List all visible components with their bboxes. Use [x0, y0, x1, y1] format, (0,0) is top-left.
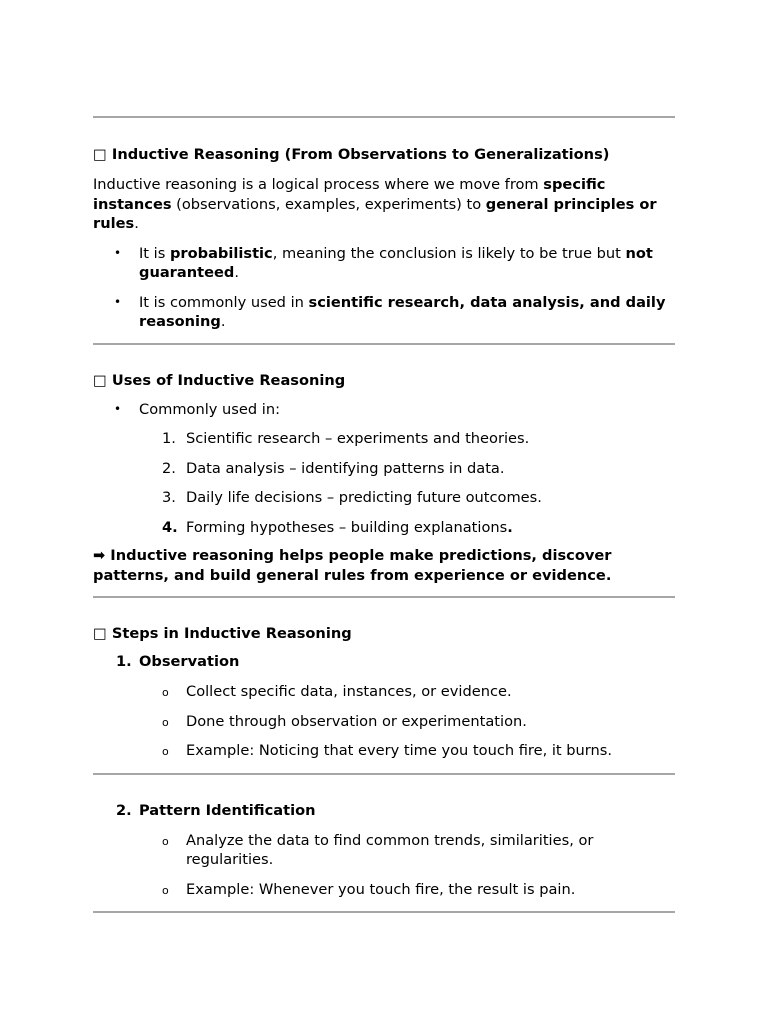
section-heading-uses: [93, 371, 675, 391]
intro-bold-text: general principles or rules: [93, 195, 657, 232]
step-title: Pattern Identification: [139, 801, 316, 819]
list-item-text: It is: [139, 244, 170, 262]
list-item: [93, 400, 675, 420]
heading-title: Uses of Inductive Reasoning: [111, 371, 346, 389]
list-item-text: Commonly used in:: [139, 400, 281, 418]
circle-marker: o: [162, 745, 169, 758]
step-item: [93, 831, 675, 870]
divider: [93, 596, 675, 598]
circle-marker: o: [162, 686, 169, 699]
section-heading-steps: [93, 624, 675, 644]
step-item-text: Done through observation or experimentation.: [186, 712, 527, 730]
list-item-bold-text: scientific research, data analysis, and daily reasoning: [139, 293, 666, 330]
step-item: [93, 880, 675, 900]
numbered-item-text: Daily life decisions – predicting future outcomes.: [186, 489, 542, 506]
list-item-bold-text: not guaranteed: [139, 244, 653, 281]
list-item-bold-text: probabilistic: [169, 244, 273, 262]
document-content: [93, 116, 675, 913]
numbered-item-text: Scientific research – experiments and theories.: [186, 430, 530, 447]
heading-title: Steps in Inductive Reasoning: [111, 625, 352, 642]
divider: [93, 116, 675, 118]
heading-icon: □: [93, 371, 107, 389]
heading-icon: □: [93, 146, 107, 163]
step-item-text: Analyze the data to find common trends, similarities, or regularities.: [186, 831, 594, 868]
step-heading: [93, 652, 675, 672]
number-marker: 4.: [162, 518, 178, 536]
bullet-marker: •: [114, 294, 122, 309]
divider: [93, 773, 675, 775]
list-item-text: , meaning the conclusion is likely to be true but: [272, 244, 626, 262]
step-number: 1.: [116, 653, 132, 670]
numbered-item: [93, 429, 675, 449]
list-item-text: It is commonly used in: [139, 293, 309, 311]
step-item-text: Example: Whenever you touch fire, the result is pain.: [186, 880, 576, 898]
number-marker: 2.: [162, 459, 176, 477]
bullet-marker: •: [114, 245, 122, 260]
list-item-text: .: [234, 264, 239, 281]
heading-title: Inductive Reasoning (From Observations to Generalizations): [111, 146, 610, 163]
step-item: [93, 712, 675, 732]
bullet-marker: •: [114, 401, 122, 416]
intro-text: Inductive reasoning is a logical process where we move from: [93, 176, 544, 193]
list-item: [93, 293, 675, 332]
intro-text: (observations, examples, experiments) to: [171, 195, 486, 213]
step-item-text: Example: Noticing that every time you touch fire, it burns.: [186, 742, 613, 759]
list-item: [93, 244, 675, 283]
step-item: [93, 682, 675, 702]
list-item-text: .: [220, 313, 226, 330]
number-marker: 1.: [162, 430, 176, 447]
numbered-item-end: .: [507, 518, 513, 536]
circle-marker: o: [162, 834, 169, 848]
step-item: [93, 741, 675, 761]
numbered-item: [93, 518, 675, 538]
circle-marker: o: [162, 883, 169, 897]
intro-text: .: [134, 215, 139, 232]
step-number: 2.: [116, 801, 132, 819]
numbered-item: [93, 488, 675, 508]
section-heading-inductive-reasoning: [93, 145, 675, 165]
numbered-item: [93, 459, 675, 479]
divider: [93, 911, 675, 913]
heading-icon: □: [93, 625, 107, 642]
numbered-item-text: Data analysis – identifying patterns in data.: [186, 459, 505, 477]
conclusion-paragraph: ➡ Inductive reasoning helps people make predictions, discover patterns, and build general rules from experience or evidence.: [93, 547, 612, 584]
intro-bold-text: specific instances: [93, 176, 606, 213]
number-marker: 3.: [162, 489, 176, 506]
circle-marker: o: [162, 715, 169, 729]
divider: [93, 343, 675, 345]
numbered-item-text: Forming hypotheses – building explanations: [186, 518, 508, 536]
step-title: Observation: [139, 653, 240, 670]
step-heading: [93, 801, 675, 821]
intro-paragraph: [93, 175, 675, 234]
step-item-text: Collect specific data, instances, or evidence.: [186, 683, 512, 700]
